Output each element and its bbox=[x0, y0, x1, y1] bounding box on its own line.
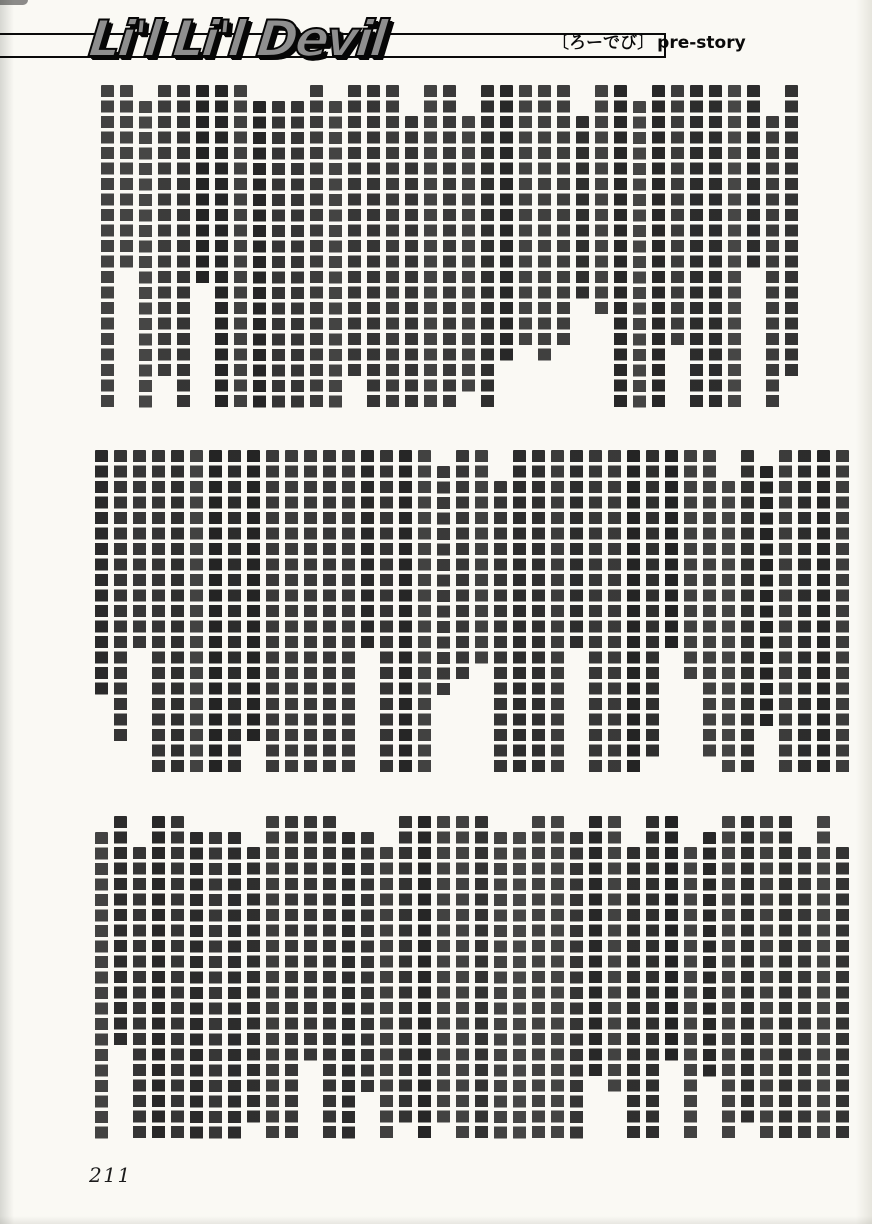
text-column bbox=[152, 450, 165, 773]
text-column bbox=[190, 832, 203, 1139]
text-column bbox=[285, 450, 298, 773]
text-column bbox=[209, 450, 222, 773]
text-column bbox=[595, 85, 608, 315]
text-column bbox=[367, 85, 380, 408]
text-column bbox=[456, 816, 469, 1139]
text-column bbox=[266, 450, 279, 773]
text-column bbox=[589, 450, 602, 773]
text-column bbox=[266, 816, 279, 1139]
text-column bbox=[462, 116, 475, 392]
text-column bbox=[798, 847, 811, 1139]
text-column bbox=[424, 85, 437, 408]
text-column bbox=[228, 450, 241, 773]
text-column bbox=[209, 832, 222, 1139]
text-column bbox=[152, 816, 165, 1139]
text-column bbox=[589, 816, 602, 1077]
text-column bbox=[551, 450, 564, 773]
text-column bbox=[760, 466, 773, 727]
text-column bbox=[285, 816, 298, 1139]
series-subtitle bbox=[552, 35, 746, 52]
text-column bbox=[342, 832, 355, 1139]
text-column bbox=[494, 481, 507, 773]
text-column bbox=[532, 816, 545, 1139]
text-column bbox=[684, 450, 697, 680]
text-column bbox=[646, 816, 659, 1139]
text-column bbox=[361, 450, 374, 649]
text-column bbox=[323, 816, 336, 1139]
text-column bbox=[247, 450, 260, 742]
text-column bbox=[304, 816, 317, 1061]
text-column bbox=[684, 847, 697, 1139]
text-column bbox=[627, 847, 640, 1139]
series-logo: Li'l Li'l Devil bbox=[86, 10, 388, 68]
text-column bbox=[443, 85, 456, 408]
scan-edge-bottom bbox=[0, 1216, 872, 1224]
text-column bbox=[760, 816, 773, 1139]
text-column bbox=[386, 85, 399, 408]
text-column bbox=[114, 450, 127, 742]
text-column bbox=[405, 116, 418, 408]
text-column bbox=[557, 85, 570, 346]
text-band-2 bbox=[90, 450, 849, 775]
text-column bbox=[399, 450, 412, 773]
text-column bbox=[228, 832, 241, 1139]
text-column bbox=[272, 101, 285, 408]
text-column bbox=[766, 116, 779, 408]
scan-edge-right bbox=[856, 0, 872, 1224]
text-column bbox=[817, 816, 830, 1139]
text-column bbox=[703, 832, 716, 1077]
text-column bbox=[158, 85, 171, 377]
text-column bbox=[437, 466, 450, 696]
text-column bbox=[798, 450, 811, 773]
text-column bbox=[570, 832, 583, 1139]
text-column bbox=[253, 101, 266, 408]
text-column bbox=[323, 450, 336, 773]
text-column bbox=[171, 450, 184, 773]
text-column bbox=[133, 450, 146, 649]
text-column bbox=[190, 450, 203, 773]
text-column bbox=[481, 85, 494, 408]
text-column bbox=[703, 450, 716, 757]
text-column bbox=[836, 450, 849, 773]
text-column bbox=[779, 450, 792, 773]
text-column bbox=[177, 85, 190, 408]
text-column bbox=[475, 816, 488, 1139]
text-column bbox=[652, 85, 665, 408]
text-column bbox=[608, 816, 621, 1092]
text-column bbox=[665, 816, 678, 1061]
text-column bbox=[538, 85, 551, 361]
text-column bbox=[234, 85, 247, 408]
text-column bbox=[310, 85, 323, 408]
text-column bbox=[361, 832, 374, 1093]
text-column bbox=[513, 832, 526, 1139]
text-column bbox=[785, 85, 798, 377]
text-column bbox=[95, 832, 108, 1139]
text-column bbox=[291, 101, 304, 408]
text-column bbox=[519, 85, 532, 346]
text-column bbox=[551, 816, 564, 1139]
prestory-label: pre-story bbox=[657, 33, 746, 53]
text-column bbox=[633, 101, 646, 408]
text-column bbox=[665, 450, 678, 649]
text-column bbox=[570, 450, 583, 649]
text-column bbox=[817, 450, 830, 773]
text-column bbox=[722, 816, 735, 1139]
text-column bbox=[329, 101, 342, 408]
text-column bbox=[513, 450, 526, 773]
series-reading: 〔ろーでび〕 bbox=[552, 33, 655, 53]
text-band-3 bbox=[90, 816, 849, 1148]
text-column bbox=[247, 847, 260, 1123]
text-column bbox=[139, 101, 152, 408]
text-column bbox=[171, 816, 184, 1139]
text-column bbox=[380, 847, 393, 1139]
text-column bbox=[741, 816, 754, 1123]
text-column bbox=[747, 85, 760, 268]
text-column bbox=[215, 85, 228, 408]
text-column bbox=[399, 816, 412, 1123]
text-column bbox=[120, 85, 133, 268]
text-column bbox=[722, 481, 735, 773]
text-column bbox=[779, 816, 792, 1139]
text-band-1 bbox=[93, 85, 798, 417]
text-column bbox=[627, 450, 640, 773]
text-column bbox=[114, 816, 127, 1046]
text-column bbox=[608, 450, 621, 773]
text-column bbox=[101, 85, 114, 408]
scan-edge-left bbox=[0, 0, 14, 1224]
text-column bbox=[646, 450, 659, 757]
text-column bbox=[380, 450, 393, 773]
text-column bbox=[348, 85, 361, 377]
text-column bbox=[576, 116, 589, 299]
text-column bbox=[133, 847, 146, 1139]
text-column bbox=[709, 85, 722, 408]
text-column bbox=[836, 847, 849, 1139]
text-column bbox=[304, 450, 317, 773]
scan-smudge bbox=[0, 0, 28, 5]
text-column bbox=[671, 85, 684, 346]
text-column bbox=[741, 450, 754, 773]
text-column bbox=[475, 450, 488, 664]
text-column bbox=[494, 832, 507, 1139]
text-column bbox=[342, 450, 355, 773]
text-column bbox=[456, 450, 469, 680]
text-column bbox=[532, 450, 545, 773]
text-column bbox=[728, 85, 741, 408]
text-column bbox=[500, 85, 513, 361]
text-column bbox=[418, 816, 431, 1139]
page-number: 211 bbox=[89, 1163, 132, 1187]
text-column bbox=[418, 450, 431, 773]
text-column bbox=[437, 816, 450, 1123]
text-column bbox=[690, 85, 703, 408]
text-column bbox=[196, 85, 209, 284]
text-column bbox=[95, 450, 108, 695]
text-column bbox=[614, 85, 627, 408]
